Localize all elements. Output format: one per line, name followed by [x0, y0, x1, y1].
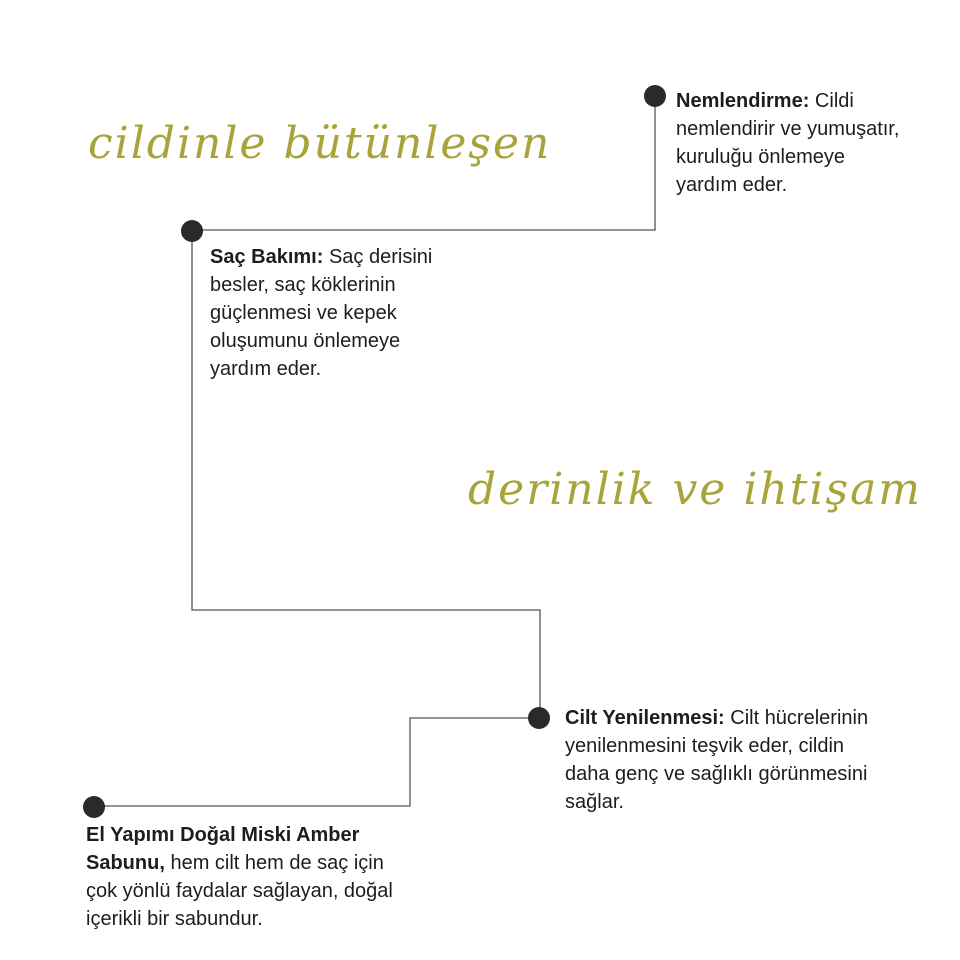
benefit-moisturizing [676, 87, 899, 199]
benefit-skin-renewal-line: sağlar. [565, 791, 624, 813]
benefit-skin-renewal [565, 704, 868, 816]
benefit-hair-care-line: oluşumunu önlemeye [210, 330, 401, 352]
benefit-hair-care-title: Saç Bakımı: [210, 246, 324, 268]
tagline-cildinle: cildinle bütünleşen [88, 118, 552, 169]
benefit-skin-renewal-title: Cilt Yenilenmesi: [565, 707, 725, 729]
benefit-moisturizing-line: Nemlendirme: Cildi [676, 90, 854, 112]
product-description-line: içerikli bir sabundur. [86, 908, 263, 930]
benefit-moisturizing-line: yardım eder. [676, 174, 788, 196]
tagline-derinlik: derinlik ve ihtişam [468, 464, 923, 515]
benefit-skin-renewal-line: yenilenmesini teşvik eder, cildin [565, 735, 845, 757]
benefit-skin-renewal-line: Cilt Yenilenmesi: Cilt hücrelerinin [565, 707, 869, 729]
product-description-line: çok yönlü faydalar sağlayan, doğal [86, 880, 393, 902]
benefit-moisturizing-title: Nemlendirme: [676, 90, 810, 112]
bullet-dot-moisturizing [644, 85, 666, 107]
benefit-moisturizing-line: nemlendirir ve yumuşatır, [676, 118, 900, 140]
benefit-hair-care-line: Saç Bakımı: Saç derisini [210, 246, 433, 268]
product-title-line: El Yapımı Doğal Miski Amber [86, 824, 360, 846]
connector-line [94, 96, 655, 806]
benefit-hair-care [210, 243, 432, 383]
benefit-skin-renewal-line: daha genç ve sağlıklı görünmesini [565, 763, 868, 785]
bullet-dot-product [83, 796, 105, 818]
product-description-line: Sabunu, hem cilt hem de saç için [86, 852, 384, 874]
benefit-hair-care-line: güçlenmesi ve kepek [210, 302, 397, 324]
bullet-dot-hair-care [181, 220, 203, 242]
product-description [86, 821, 393, 933]
benefit-moisturizing-line: kuruluğu önlemeye [676, 146, 845, 168]
benefit-hair-care-line: besler, saç köklerinin [210, 274, 396, 296]
bullet-dot-skin-renewal [528, 707, 550, 729]
benefit-hair-care-line: yardım eder. [210, 358, 322, 380]
